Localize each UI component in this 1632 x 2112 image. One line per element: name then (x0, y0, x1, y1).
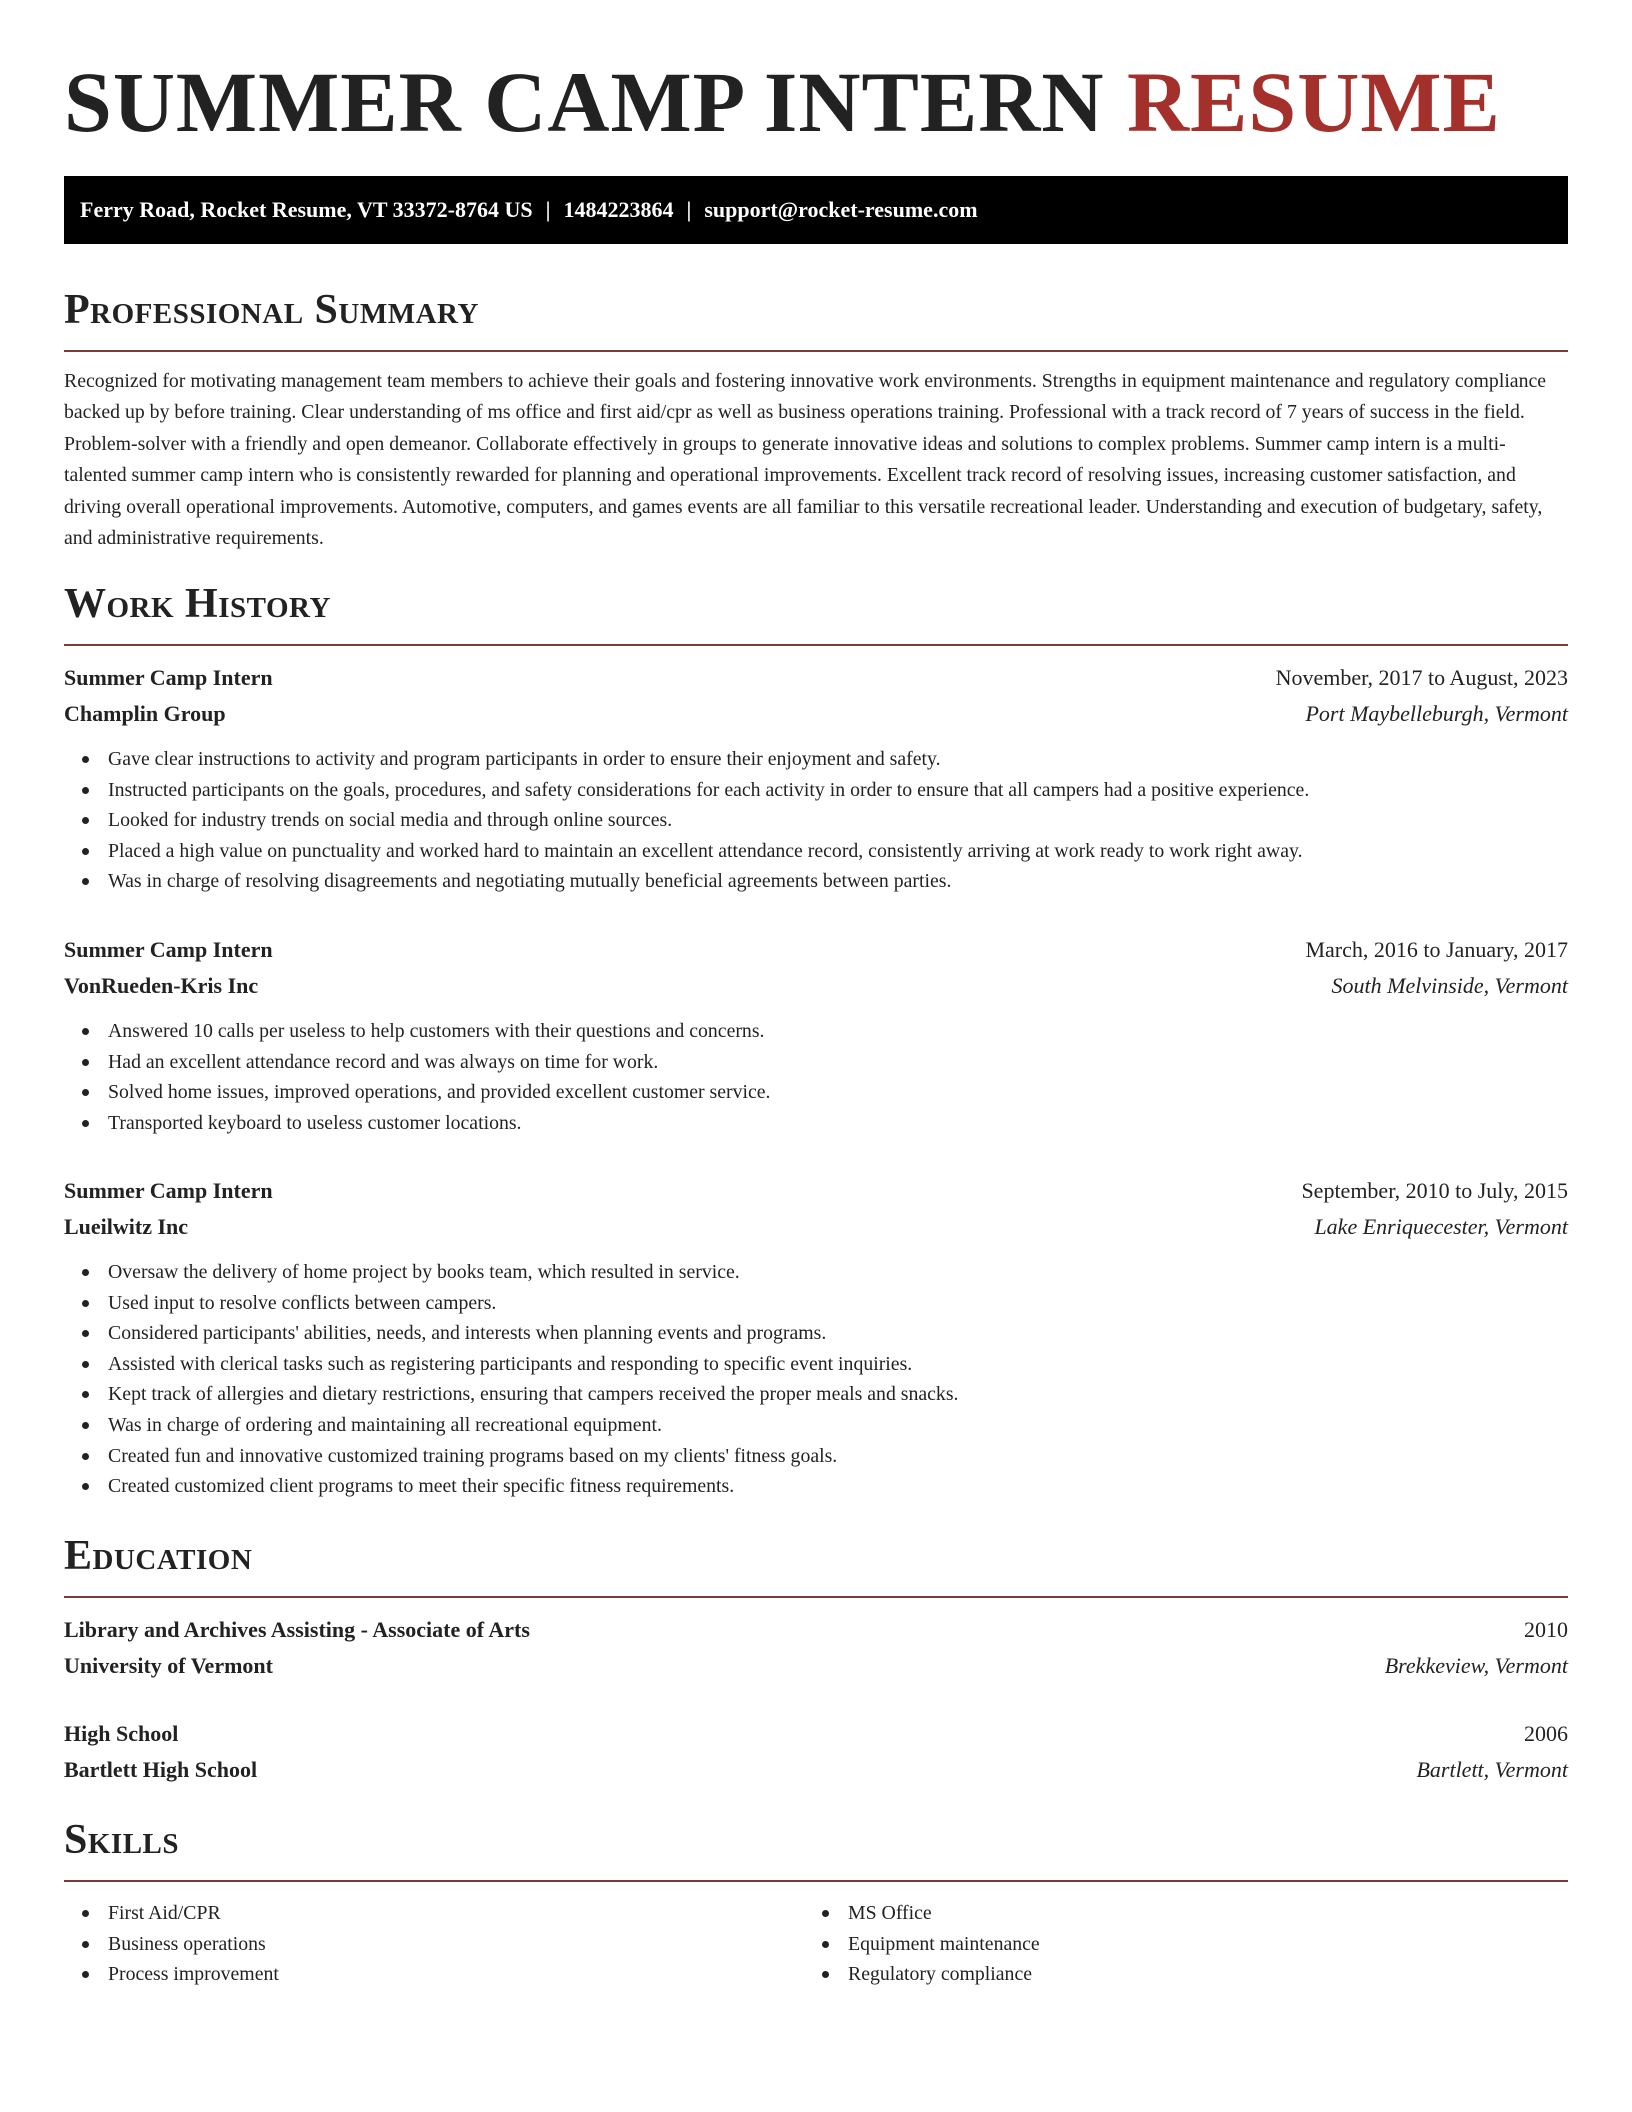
section-divider (64, 1880, 1568, 1882)
job-dates: November, 2017 to August, 2023 (1275, 665, 1568, 690)
job-bullets (64, 1257, 1568, 1502)
skills-list-right (804, 1898, 1040, 1990)
skills-list-left (64, 1898, 279, 1990)
skill-item: Equipment maintenance (804, 1929, 1040, 1960)
education-degree: High School (64, 1721, 179, 1746)
job-title: Summer Camp Intern (64, 665, 273, 690)
skills-grid (64, 1898, 1568, 1998)
job-bullets (64, 744, 1568, 897)
job-entry (64, 932, 1568, 1138)
list-item: Oversaw the delivery of home project by books team, which resulted in service. (64, 1257, 1568, 1288)
title-accent: RESUME (1126, 54, 1501, 150)
job-company: Lueilwitz Inc (64, 1214, 189, 1239)
job-company: Champlin Group (64, 701, 226, 726)
section-heading: Work History (64, 581, 331, 627)
education-section (64, 1530, 1568, 1782)
resume-title (64, 52, 1501, 152)
section-heading: Skills (64, 1817, 180, 1863)
education-location: Bartlett, Vermont (1416, 1757, 1568, 1782)
contact-separator: | (686, 197, 692, 222)
list-item: Considered participants' abilities, needs, and interests when planning events and programs. (64, 1318, 1568, 1349)
section-heading: Professional Summary (64, 287, 479, 333)
summary-section (64, 284, 1568, 554)
contact-address: Ferry Road, Rocket Resume, VT 33372-8764 US (80, 197, 533, 222)
education-entry (64, 1716, 1568, 1788)
contact-separator: | (545, 197, 551, 222)
list-item: Instructed participants on the goals, procedures, and safety considerations for each activity in order to ensure that all campers had a positive experience. (64, 775, 1568, 806)
list-item: Used input to resolve conflicts between campers. (64, 1288, 1568, 1319)
skill-item: Business operations (64, 1929, 279, 1960)
list-item: Gave clear instructions to activity and program participants in order to ensure their enjoyment and safety. (64, 744, 1568, 775)
list-item: Looked for industry trends on social media and through online sources. (64, 805, 1568, 836)
job-location: Lake Enriquecester, Vermont (1314, 1214, 1568, 1239)
education-year: 2006 (1524, 1721, 1568, 1746)
skill-item: Process improvement (64, 1959, 279, 1990)
job-bullets (64, 1016, 1568, 1138)
list-item: Answered 10 calls per useless to help customers with their questions and concerns. (64, 1016, 1568, 1047)
title-main: SUMMER CAMP INTERN (64, 54, 1105, 150)
list-item: Had an excellent attendance record and was always on time for work. (64, 1047, 1568, 1078)
job-dates: March, 2016 to January, 2017 (1305, 937, 1568, 962)
skill-item: First Aid/CPR (64, 1898, 279, 1929)
list-item: Was in charge of ordering and maintaining all recreational equipment. (64, 1410, 1568, 1441)
education-location: Brekkeview, Vermont (1384, 1653, 1568, 1678)
list-item: Created customized client programs to meet their specific fitness requirements. (64, 1471, 1568, 1502)
list-item: Assisted with clerical tasks such as registering participants and responding to specific event inquiries. (64, 1349, 1568, 1380)
list-item: Kept track of allergies and dietary restrictions, ensuring that campers received the proper meals and snacks. (64, 1379, 1568, 1410)
list-item: Created fun and innovative customized training programs based on my clients' fitness goals. (64, 1441, 1568, 1472)
job-title: Summer Camp Intern (64, 1178, 273, 1203)
list-item: Transported keyboard to useless customer locations. (64, 1108, 1568, 1139)
skill-item: MS Office (804, 1898, 1040, 1929)
job-location: Port Maybelleburgh, Vermont (1305, 701, 1568, 726)
contact-email[interactable]: support@rocket-resume.com (704, 197, 978, 222)
list-item: Was in charge of resolving disagreements and negotiating mutually beneficial agreements between parties. (64, 866, 1568, 897)
education-year: 2010 (1524, 1617, 1568, 1642)
education-school: University of Vermont (64, 1653, 273, 1678)
contact-bar (64, 176, 1568, 244)
education-entry (64, 1612, 1568, 1684)
list-item: Solved home issues, improved operations, and provided excellent customer service. (64, 1077, 1568, 1108)
education-school: Bartlett High School (64, 1757, 258, 1782)
job-location: South Melvinside, Vermont (1331, 973, 1568, 998)
section-divider (64, 644, 1568, 646)
section-divider (64, 1596, 1568, 1598)
job-company: VonRueden-Kris Inc (64, 973, 259, 998)
list-item: Placed a high value on punctuality and worked hard to maintain an excellent attendance record, consistently arriving at work ready to work right away. (64, 836, 1568, 867)
summary-text: Recognized for motivating management team members to achieve their goals and fostering innovative work environments. Strengths in equipment maintenance and regulatory compliance backed up by before training. Clear understanding of ms office and first aid/cpr as well as business operations training. Professional with a track record of 7 years of success in the field. Problem-solver with a friendly and open demeanor. Collaborate effectively in groups to generate innovative ideas and solutions to complex problems. Summer camp intern is a multi-talented summer camp intern who is consistently rewarded for planning and operational improvements. Excellent track record of resolving issues, increasing customer satisfaction, and driving overall operational improvements. Automotive, computers, and games events are all familiar to this versatile recreational leader. Understanding and execution of budgetary, safety, and administrative requirements. (64, 370, 1547, 550)
job-title: Summer Camp Intern (64, 937, 273, 962)
skills-section (64, 1814, 1568, 1998)
skill-item: Regulatory compliance (804, 1959, 1040, 1990)
work-history-section (64, 578, 1568, 1498)
education-degree: Library and Archives Assisting - Associate of Arts (64, 1617, 530, 1642)
job-dates: September, 2010 to July, 2015 (1301, 1178, 1568, 1203)
section-heading: Education (64, 1533, 253, 1579)
section-divider (64, 350, 1568, 352)
job-entry (64, 1173, 1568, 1502)
contact-phone[interactable]: 1484223864 (563, 197, 674, 222)
job-entry (64, 660, 1568, 897)
